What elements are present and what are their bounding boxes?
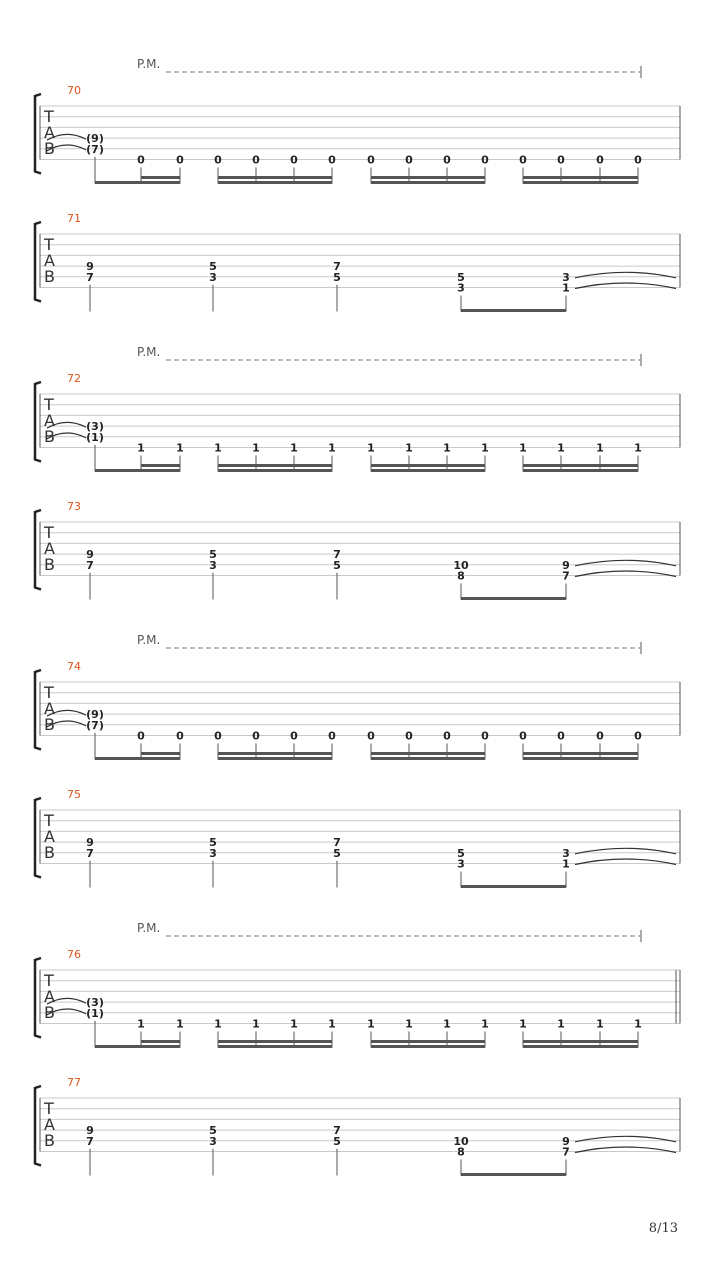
fret-number: 1: [634, 441, 642, 455]
fret-number: 5: [333, 270, 341, 284]
tied-fret-number: (9): [86, 132, 104, 146]
fret-number: 1: [443, 1017, 451, 1031]
tied-fret-number: (7): [86, 718, 104, 732]
fret-number: 9: [86, 548, 94, 562]
tab-clef-letter: T: [44, 235, 54, 254]
fret-number: 0: [137, 729, 145, 743]
fret-number: 5: [209, 548, 217, 562]
fret-number: 1: [367, 1017, 375, 1031]
fret-number: 8: [457, 1145, 465, 1159]
fret-number: 7: [333, 260, 341, 274]
tab-clef-letter: B: [44, 427, 55, 446]
fret-number: 7: [333, 548, 341, 562]
fret-number: 1: [252, 1017, 260, 1031]
fret-number: 1: [290, 441, 298, 455]
fret-number: 1: [481, 441, 489, 455]
measure-number: 71: [67, 212, 81, 225]
fret-number: 1: [367, 441, 375, 455]
fret-number: 0: [290, 153, 298, 167]
tab-clef-letter: A: [44, 251, 55, 270]
fret-number: 1: [562, 857, 570, 871]
tied-fret-number: (7): [86, 142, 104, 156]
fret-number: 1: [596, 1017, 604, 1031]
fret-number: 0: [634, 153, 642, 167]
fret-number: 7: [86, 846, 94, 860]
fret-number: 3: [209, 846, 217, 860]
page-number: 8/13: [648, 1221, 678, 1236]
fret-number: 1: [137, 441, 145, 455]
measure-number: 70: [67, 84, 81, 97]
fret-number: 10: [453, 558, 469, 572]
fret-number: 9: [86, 1124, 94, 1138]
tied-fret-number: (9): [86, 708, 104, 722]
tab-clef-letter: A: [44, 123, 55, 142]
fret-number: 0: [367, 153, 375, 167]
tab-clef-letter: A: [44, 699, 55, 718]
fret-number: 0: [328, 729, 336, 743]
fret-number: 3: [209, 270, 217, 284]
measure-number: 72: [67, 372, 81, 385]
fret-number: 0: [634, 729, 642, 743]
fret-number: 0: [214, 729, 222, 743]
fret-number: 1: [519, 441, 527, 455]
fret-number: 0: [328, 153, 336, 167]
tab-clef-letter: A: [44, 539, 55, 558]
measure-number: 77: [67, 1076, 81, 1089]
fret-number: 0: [557, 153, 565, 167]
fret-number: 1: [328, 1017, 336, 1031]
tab-clef-letter: B: [44, 843, 55, 862]
fret-number: 5: [333, 558, 341, 572]
fret-number: 7: [562, 1145, 570, 1159]
tab-clef-letter: A: [44, 827, 55, 846]
tab-clef-letter: T: [44, 395, 54, 414]
fret-number: 0: [557, 729, 565, 743]
fret-number: 1: [176, 441, 184, 455]
tab-clef-letter: T: [44, 523, 54, 542]
fret-number: 3: [457, 857, 465, 871]
fret-number: 0: [405, 729, 413, 743]
fret-number: 1: [562, 281, 570, 295]
tied-fret-number: (1): [86, 1006, 104, 1020]
fret-number: 7: [86, 558, 94, 572]
fret-number: 5: [209, 1124, 217, 1138]
fret-number: 0: [176, 729, 184, 743]
fret-number: 1: [328, 441, 336, 455]
tab-clef-letter: B: [44, 555, 55, 574]
tied-fret-number: (1): [86, 430, 104, 444]
tab-clef-letter: T: [44, 107, 54, 126]
fret-number: 0: [405, 153, 413, 167]
fret-number: 0: [519, 153, 527, 167]
fret-number: 0: [252, 153, 260, 167]
palm-mute-label: P.M.: [137, 57, 161, 71]
fret-number: 9: [86, 260, 94, 274]
fret-number: 1: [481, 1017, 489, 1031]
tab-clef-letter: T: [44, 1099, 54, 1118]
fret-number: 0: [481, 153, 489, 167]
tab-clef-letter: A: [44, 987, 55, 1006]
fret-number: 7: [333, 1124, 341, 1138]
fret-number: 7: [562, 569, 570, 583]
fret-number: 0: [367, 729, 375, 743]
fret-number: 5: [209, 260, 217, 274]
fret-number: 5: [457, 846, 465, 860]
fret-number: 1: [137, 1017, 145, 1031]
palm-mute-label: P.M.: [137, 345, 161, 359]
fret-number: 5: [333, 1134, 341, 1148]
fret-number: 0: [443, 729, 451, 743]
fret-number: 0: [252, 729, 260, 743]
fret-number: 1: [519, 1017, 527, 1031]
fret-number: 5: [457, 270, 465, 284]
fret-number: 7: [86, 1134, 94, 1148]
fret-number: 3: [457, 281, 465, 295]
fret-number: 1: [214, 1017, 222, 1031]
fret-number: 0: [176, 153, 184, 167]
tab-clef-letter: T: [44, 971, 54, 990]
fret-number: 5: [333, 846, 341, 860]
palm-mute-label: P.M.: [137, 633, 161, 647]
fret-number: 0: [481, 729, 489, 743]
measure-number: 76: [67, 948, 81, 961]
tab-clef-letter: T: [44, 683, 54, 702]
measure-number: 74: [67, 660, 81, 673]
palm-mute-label: P.M.: [137, 921, 161, 935]
fret-number: 1: [443, 441, 451, 455]
tab-clef-letter: A: [44, 411, 55, 430]
tab-clef-letter: T: [44, 811, 54, 830]
fret-number: 9: [562, 558, 570, 572]
tab-clef-letter: B: [44, 1003, 55, 1022]
tab-clef-letter: B: [44, 139, 55, 158]
tied-fret-number: (3): [86, 996, 104, 1010]
fret-number: 0: [596, 729, 604, 743]
fret-number: 1: [405, 1017, 413, 1031]
fret-number: 1: [557, 441, 565, 455]
fret-number: 10: [453, 1134, 469, 1148]
fret-number: 7: [333, 836, 341, 850]
tab-clef-letter: A: [44, 1115, 55, 1134]
fret-number: 0: [443, 153, 451, 167]
fret-number: 0: [137, 153, 145, 167]
fret-number: 1: [290, 1017, 298, 1031]
measure-number: 73: [67, 500, 81, 513]
fret-number: 9: [562, 1134, 570, 1148]
fret-number: 8: [457, 569, 465, 583]
measure-number: 75: [67, 788, 81, 801]
fret-number: 1: [252, 441, 260, 455]
fret-number: 1: [214, 441, 222, 455]
tab-clef-letter: B: [44, 1131, 55, 1150]
fret-number: 1: [634, 1017, 642, 1031]
tied-fret-number: (3): [86, 420, 104, 434]
fret-number: 3: [562, 270, 570, 284]
fret-number: 3: [209, 558, 217, 572]
fret-number: 1: [596, 441, 604, 455]
fret-number: 0: [290, 729, 298, 743]
tab-clef-letter: B: [44, 267, 55, 286]
fret-number: 9: [86, 836, 94, 850]
fret-number: 0: [214, 153, 222, 167]
fret-number: 1: [405, 441, 413, 455]
fret-number: 3: [562, 846, 570, 860]
fret-number: 7: [86, 270, 94, 284]
fret-number: 1: [557, 1017, 565, 1031]
fret-number: 0: [519, 729, 527, 743]
fret-number: 3: [209, 1134, 217, 1148]
fret-number: 0: [596, 153, 604, 167]
fret-number: 5: [209, 836, 217, 850]
tab-clef-letter: B: [44, 715, 55, 734]
fret-number: 1: [176, 1017, 184, 1031]
